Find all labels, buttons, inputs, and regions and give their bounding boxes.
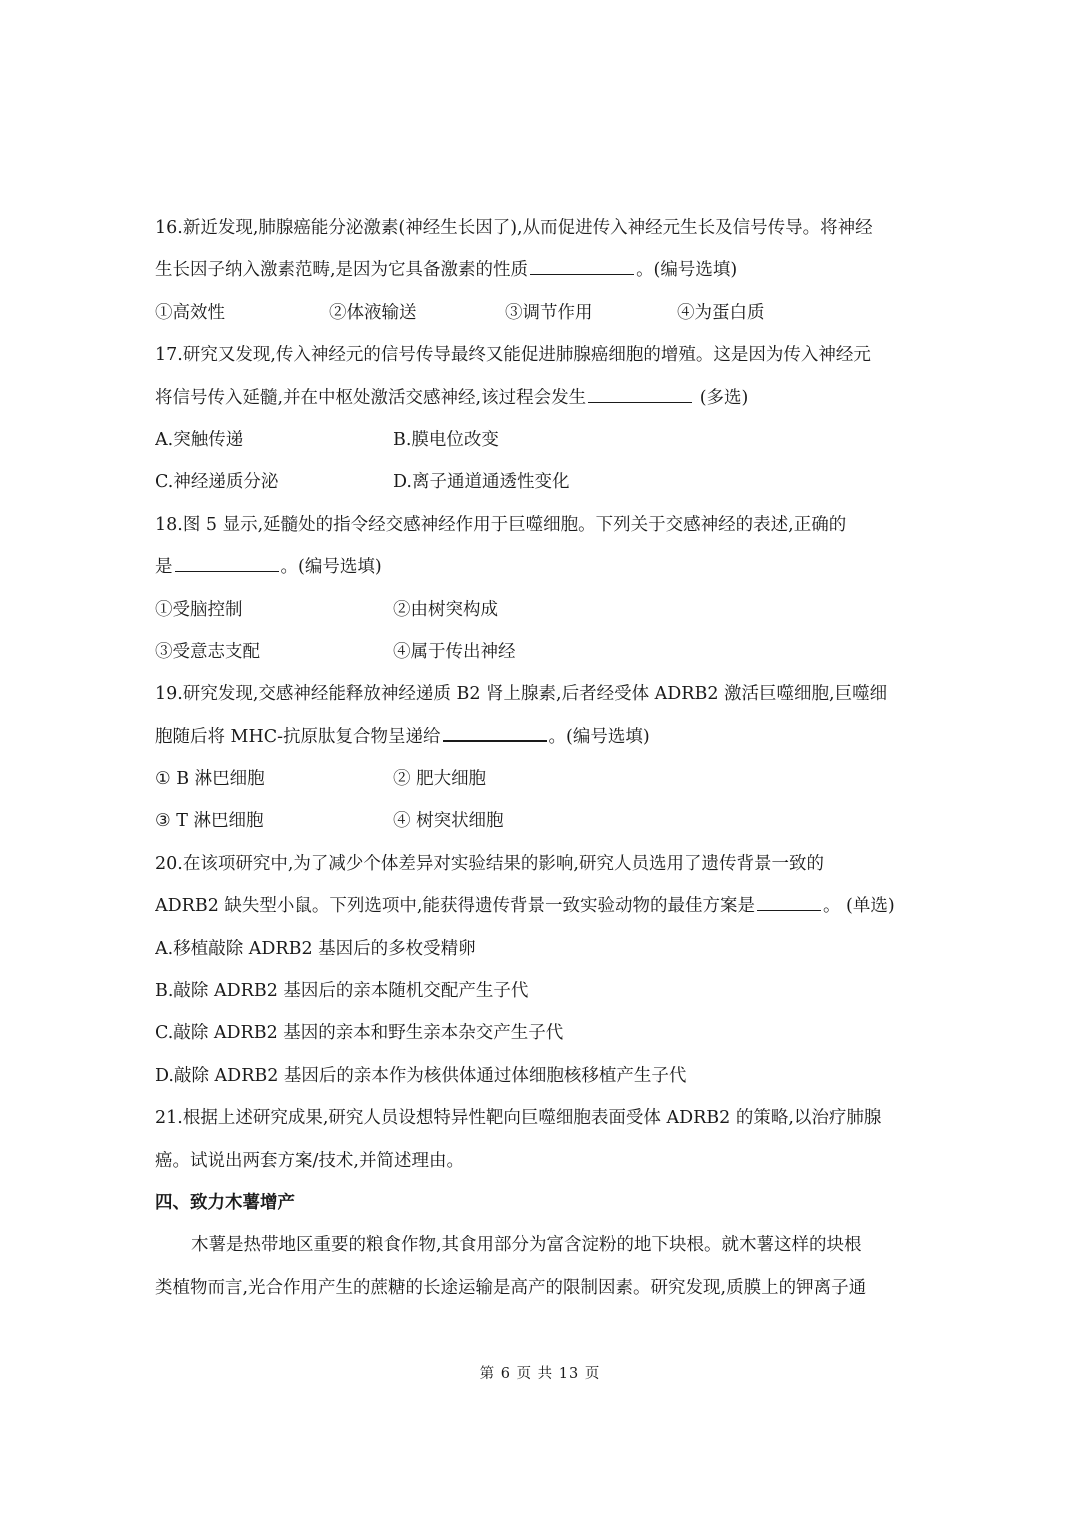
q19-option-3: ③ T 淋巴细胞 (155, 811, 264, 832)
q16-option-3: ③调节作用 (505, 302, 593, 323)
q19-option-1: ① B 淋巴细胞 (155, 769, 265, 790)
q17-answer-blank[interactable] (588, 384, 692, 403)
q18-answer-blank[interactable] (175, 553, 279, 572)
q18-stem-line1: 18.图 5 显示,延髓处的指令经交感神经作用于巨噬细胞。下列关于交感神经的表述,正确的 (155, 514, 847, 535)
q16-stem-line2 (155, 255, 927, 297)
q19-stem-line2 (155, 722, 927, 764)
q20-option-b: B.敲除 ADRB2 基因后的亲本随机交配产生子代 (155, 981, 529, 1002)
q17-option-a: A.突触传递 (155, 429, 244, 450)
q21-stem-line1: 21.根据上述研究成果,研究人员设想特异性靶向巨噬细胞表面受体 ADRB2 的策略,以治疗肺腺 (155, 1108, 882, 1129)
q16-options (155, 298, 927, 340)
q17-stem-line2 (155, 383, 927, 425)
page-content (155, 213, 927, 1315)
q16-stem-text: 生长因子纳入激素范畴,是因为它具备激素的性质 (155, 260, 529, 281)
q20-option-d: D.敲除 ADRB2 基因后的亲本作为核供体通过体细胞核移植产生子代 (155, 1065, 687, 1086)
q20-answer-blank[interactable] (757, 892, 821, 911)
q18-option-3: ③受意志支配 (155, 641, 260, 662)
q19-option-4: ④ 树突状细胞 (393, 811, 504, 832)
q18-option-2: ②由树突构成 (393, 599, 498, 620)
q18-stem-text: 是 (155, 557, 173, 578)
q17-option-d: D.离子通道通透性变化 (393, 472, 570, 493)
section-paragraph-line1: 木薯是热带地区重要的粮食作物,其食用部分为富含淀粉的地下块根。就木薯这样的块根 (191, 1235, 862, 1256)
q17-stem-text: 将信号传入延髓,并在中枢处激活交感神经,该过程会发生 (155, 387, 587, 408)
q17-option-b: B.膜电位改变 (393, 429, 499, 450)
q20-stem-text: ADRB2 缺失型小鼠。下列选项中,能获得遗传背景一致实验动物的最佳方案是 (155, 896, 755, 917)
q20-stem-line2 (155, 891, 927, 933)
q20-stem-line1: 20.在该项研究中,为了减少个体差异对实验结果的影响,研究人员选用了遗传背景一致的 (155, 853, 824, 874)
q20-option-a: A.移植敲除 ADRB2 基因后的多枚受精卵 (155, 938, 476, 959)
q20-option-c: C.敲除 ADRB2 基因的亲本和野生亲本杂交产生子代 (155, 1023, 564, 1044)
section-paragraph-line2: 类植物而言,光合作用产生的蔗糖的长途运输是高产的限制因素。研究发现,质膜上的钾离子通 (155, 1277, 867, 1298)
q18-option-4: ④属于传出神经 (393, 641, 516, 662)
q19-option-2: ② 肥大细胞 (393, 769, 487, 790)
q18-stem-line2 (155, 552, 927, 594)
q18-option-1: ①受脑控制 (155, 599, 243, 620)
q16-option-1: ①高效性 (155, 302, 225, 323)
q19-stem-text: 胞随后将 MHC-抗原肽复合物呈递给 (155, 726, 441, 747)
q19-options-row1 (155, 764, 927, 806)
q16-stem-line1: 16.新近发现,肺腺癌能分泌激素(神经生长因了),从而促进传入神经元生长及信号传导。将神经 (155, 218, 873, 238)
q16-answer-blank[interactable] (530, 256, 634, 275)
q16-stem-suffix: 。(编号选填) (636, 260, 738, 281)
q19-answer-blank[interactable] (443, 722, 547, 742)
q21-stem-line2: 癌。试说出两套方案/技术,并简述理由。 (155, 1150, 464, 1171)
q19-options-row2 (155, 806, 927, 848)
q18-options-row1 (155, 595, 927, 637)
q17-stem-line1: 17.研究又发现,传入神经元的信号传导最终又能促进肺腺癌细胞的增殖。这是因为传入神经元 (155, 345, 871, 366)
q20-stem-suffix: 。 (单选) (822, 896, 895, 917)
q16-option-2: ②体液输送 (329, 302, 417, 323)
q17-options-row2 (155, 467, 927, 509)
q18-options-row2 (155, 637, 927, 679)
q18-stem-suffix: 。(编号选填) (280, 557, 382, 578)
q17-option-c: C.神经递质分泌 (155, 472, 279, 493)
page-footer: 第 6 页 共 13 页 (479, 1366, 601, 1382)
section-heading: 四、致力木薯增产 (155, 1192, 295, 1213)
q17-stem-suffix: (多选) (694, 387, 749, 408)
q19-stem-suffix: 。(编号选填) (548, 726, 650, 747)
q16-option-4: ④为蛋白质 (677, 302, 765, 323)
q19-stem-line1: 19.研究发现,交感神经能释放神经递质 B2 肾上腺素,后者经受体 ADRB2 激活巨噬细胞,巨噬细 (155, 684, 888, 705)
q17-options-row1 (155, 425, 927, 467)
